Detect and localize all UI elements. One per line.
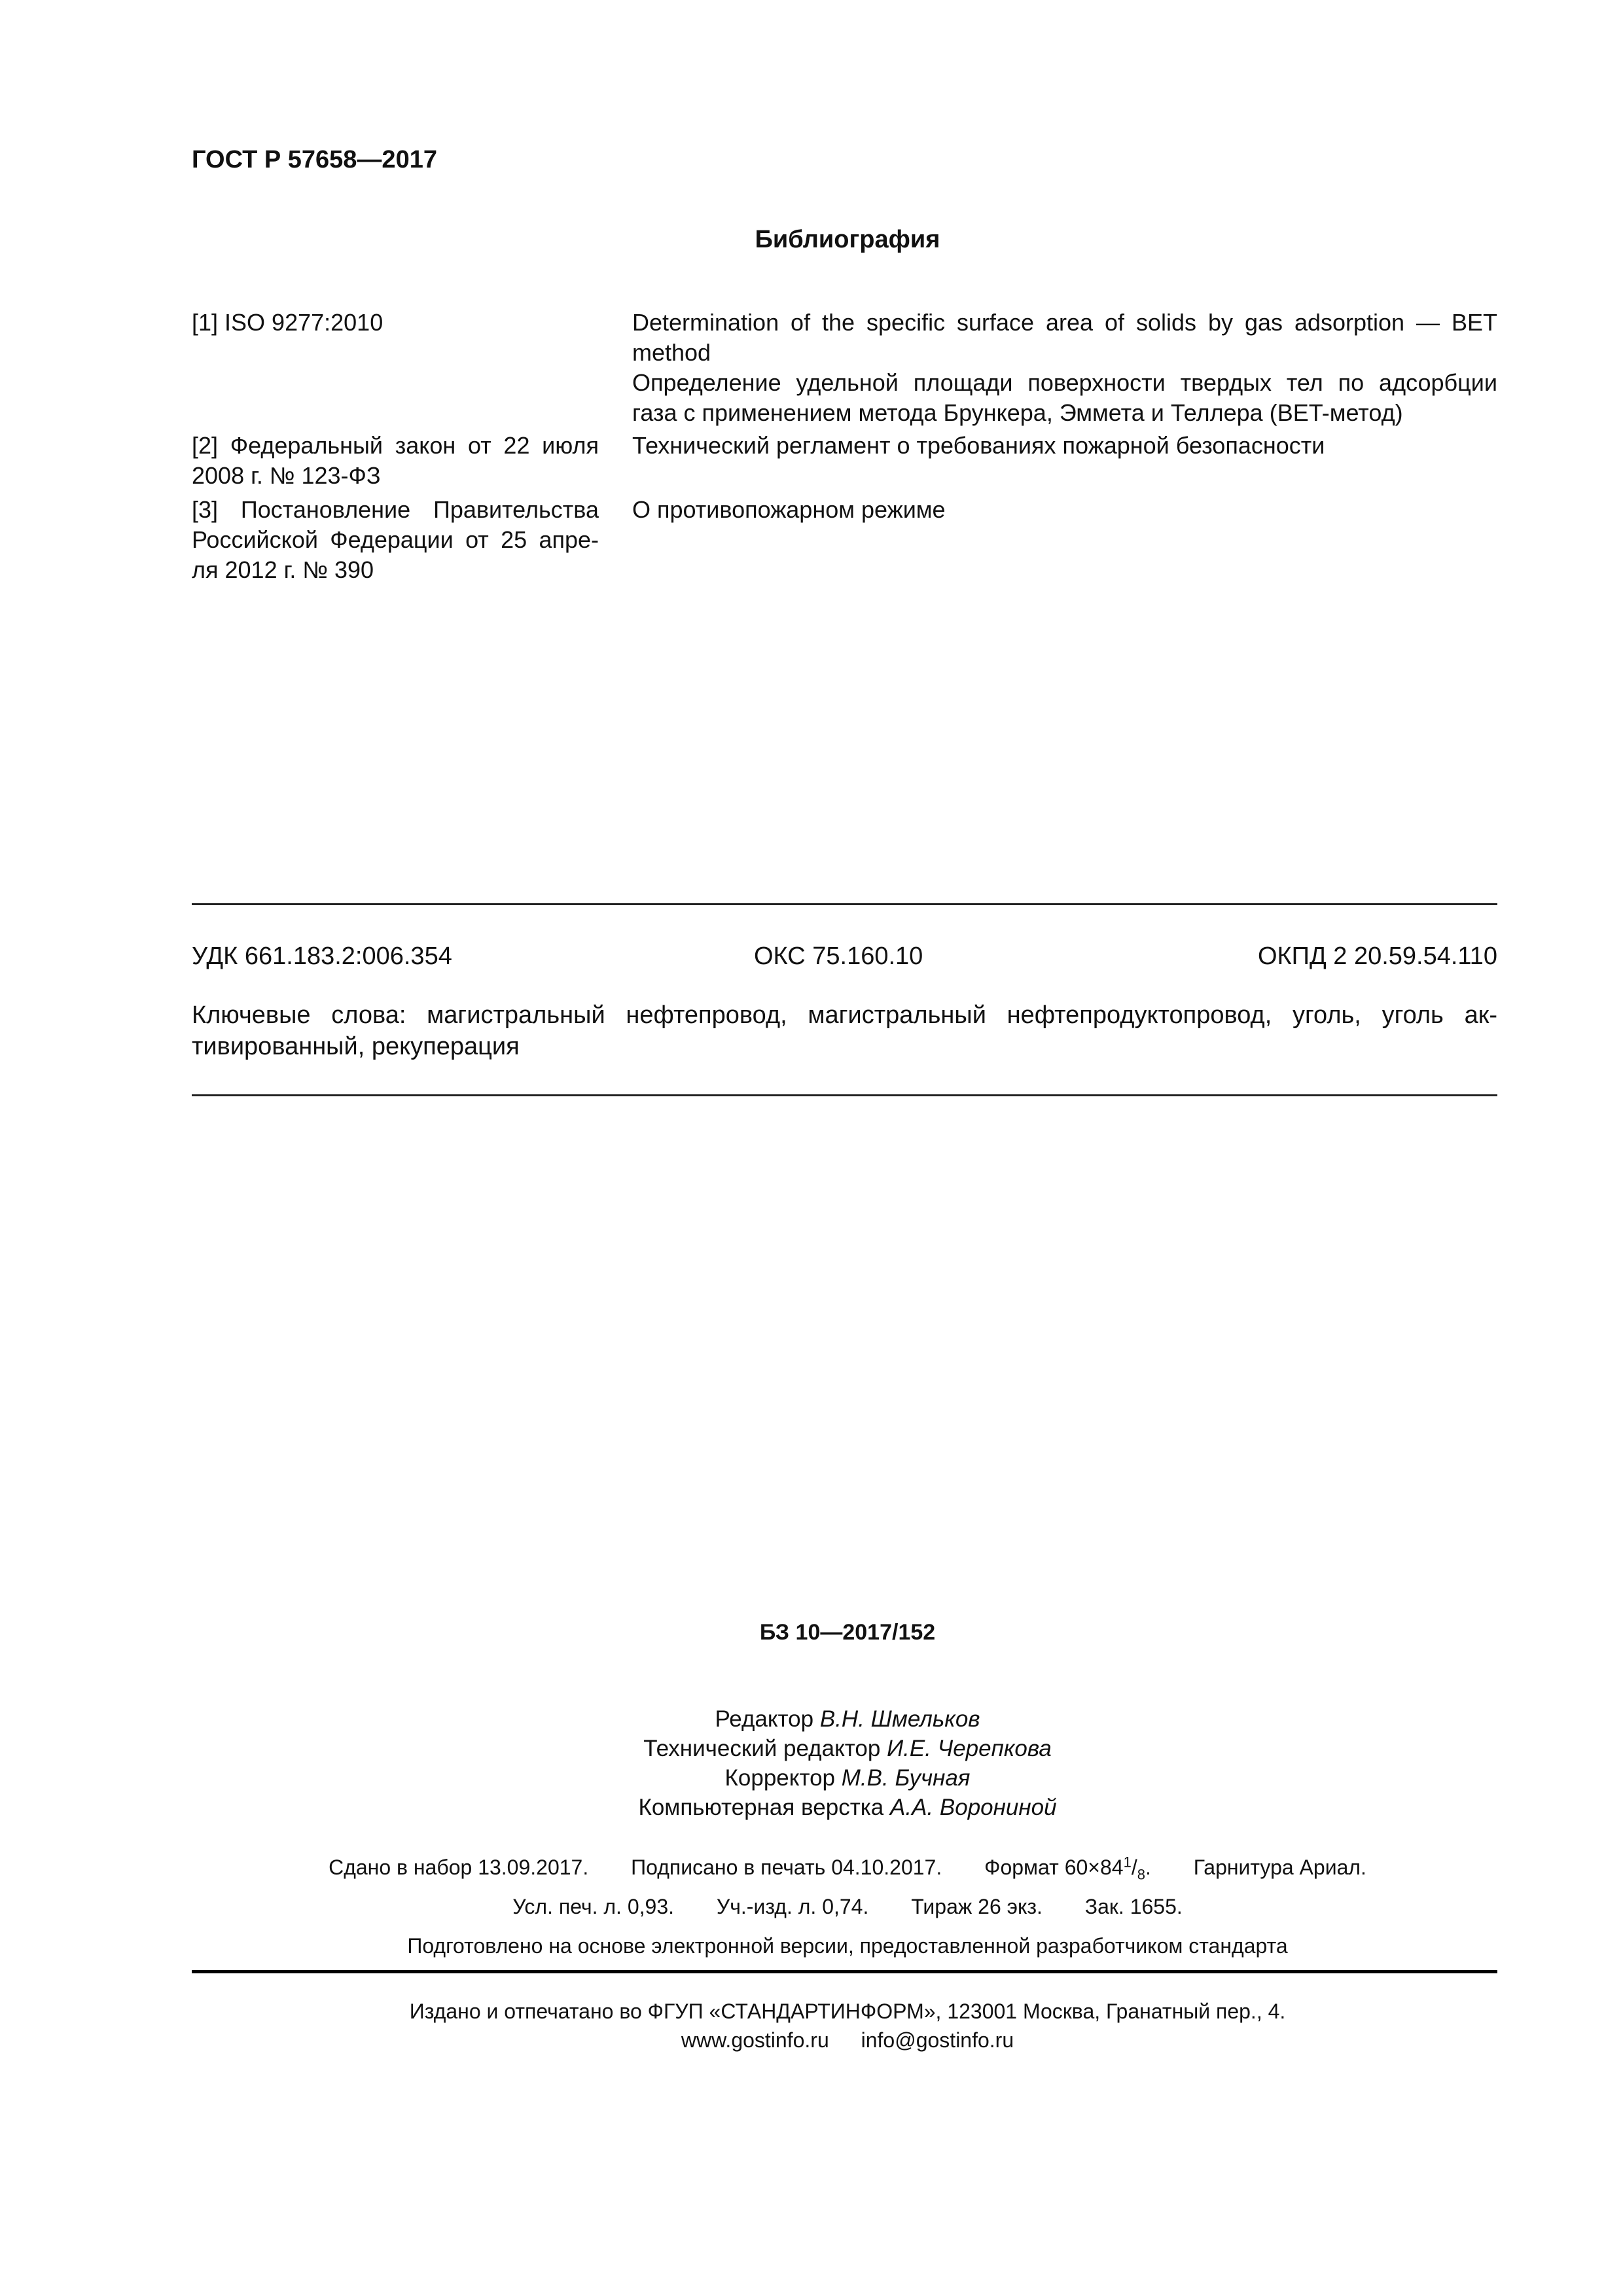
desc-2-line-1: Технический регламент о требованиях пожарной безопасности [632,432,1325,459]
bz-number: БЗ 10—2017/152 [759,1620,936,1645]
document-code: ГОСТ Р 57658—2017 [192,146,437,173]
ref-3-line-2: Российской Федерации от 25 апре- [192,526,599,553]
imprint-line-2 [0,1895,1623,1919]
credit-layout [0,1793,1623,1822]
tech-editor-role: Технический редактор [643,1736,881,1761]
bibliography-ref-3 [192,495,599,585]
email-link[interactable]: info@gostinfo.ru [861,2028,1014,2052]
bibliography-desc-3 [632,495,1497,525]
editor-name: В.Н. Шмельков [819,1706,980,1732]
okpd-code: ОКПД 2 20.59.54.110 [1257,942,1497,970]
pub-sheets: Уч.-изд. л. 0,74. [716,1895,869,1918]
bibliography-title: Библиография [755,226,940,253]
format-sup: 1 [1123,1854,1132,1870]
corrector-role: Корректор [724,1765,836,1791]
order-number: Зак. 1655. [1084,1895,1183,1918]
keywords-line-1: Ключевые слова: магистральный нефтепровод, магистральный нефтепродуктопровод, уголь, уголь ак- [192,1001,1497,1029]
desc-3-line-1: О противопожарном режиме [632,496,946,523]
prepared-note: Подготовлено на основе электронной версии, предоставленной разработчиком стандарта [407,1934,1288,1958]
publisher-address: Издано и отпечатано во ФГУП «СТАНДАРТИНФОРМ», 123001 Москва, Гранатный пер., 4. [409,2000,1286,2023]
typeface: Гарнитура Ариал. [1193,1855,1366,1879]
desc-1-line-1: Determination of the specific surface area of solids by gas adsorption — BET [632,309,1497,336]
print-run: Тираж 26 экз. [911,1895,1043,1918]
keywords [192,999,1497,1062]
website-link[interactable]: www.gostinfo.ru [681,2028,829,2052]
credit-editor [0,1705,1623,1734]
desc-1-line-2: method [632,339,711,366]
format-sub: 8 [1137,1866,1145,1883]
bibliography-desc-2 [632,431,1497,461]
imprint-divider [192,1970,1497,1973]
bibliography-ref-2 [192,431,599,491]
ref-2-line-1: [2] Федеральный закон от 22 июля [192,432,599,459]
paper-format: Формат $60\times 84^1/_8$. [984,1854,1151,1883]
layout-role: Компьютерная верстка [638,1795,884,1820]
keywords-line-2: тивированный, рекуперация [192,1033,520,1060]
bibliography-ref-1 [192,308,599,338]
format-prefix: Формат 60×84 [984,1855,1124,1879]
ref-2-line-2: 2008 г. № 123-ФЗ [192,462,381,489]
desc-1-line-4: газа с применением метода Брункера, Эммета и Теллера (BET-метод) [632,399,1403,426]
credit-tech-editor [0,1734,1623,1763]
typeset-date: Сдано в набор 13.09.2017. [329,1855,589,1879]
credit-corrector [0,1764,1623,1793]
udk-code: УДК 661.183.2:006.354 [192,942,452,970]
top-divider [192,903,1497,905]
ref-1-line-1: [1] ISO 9277:2010 [192,309,383,336]
tech-editor-name: И.Е. Черепкова [887,1736,1052,1761]
editor-role: Редактор [715,1706,814,1732]
ref-3-line-3: ля 2012 г. № 390 [192,556,374,583]
print-sheets: Усл. печ. л. 0,93. [512,1895,674,1918]
bottom-divider [192,1094,1497,1096]
layout-name: А.А. Ворониной [890,1795,1057,1820]
publisher-contacts [0,2026,1623,2054]
ref-3-line-1: [3] Постановление Правительства [192,496,599,523]
oks-code: ОКС 75.160.10 [754,942,923,970]
signed-date: Подписано в печать 04.10.2017. [631,1855,942,1879]
bibliography-desc-1 [632,308,1497,428]
desc-1-line-3: Определение удельной площади поверхности твердых тел по адсорбции [632,369,1497,396]
imprint-line-1 [0,1854,1623,1883]
corrector-name: М.В. Бучная [841,1765,971,1791]
